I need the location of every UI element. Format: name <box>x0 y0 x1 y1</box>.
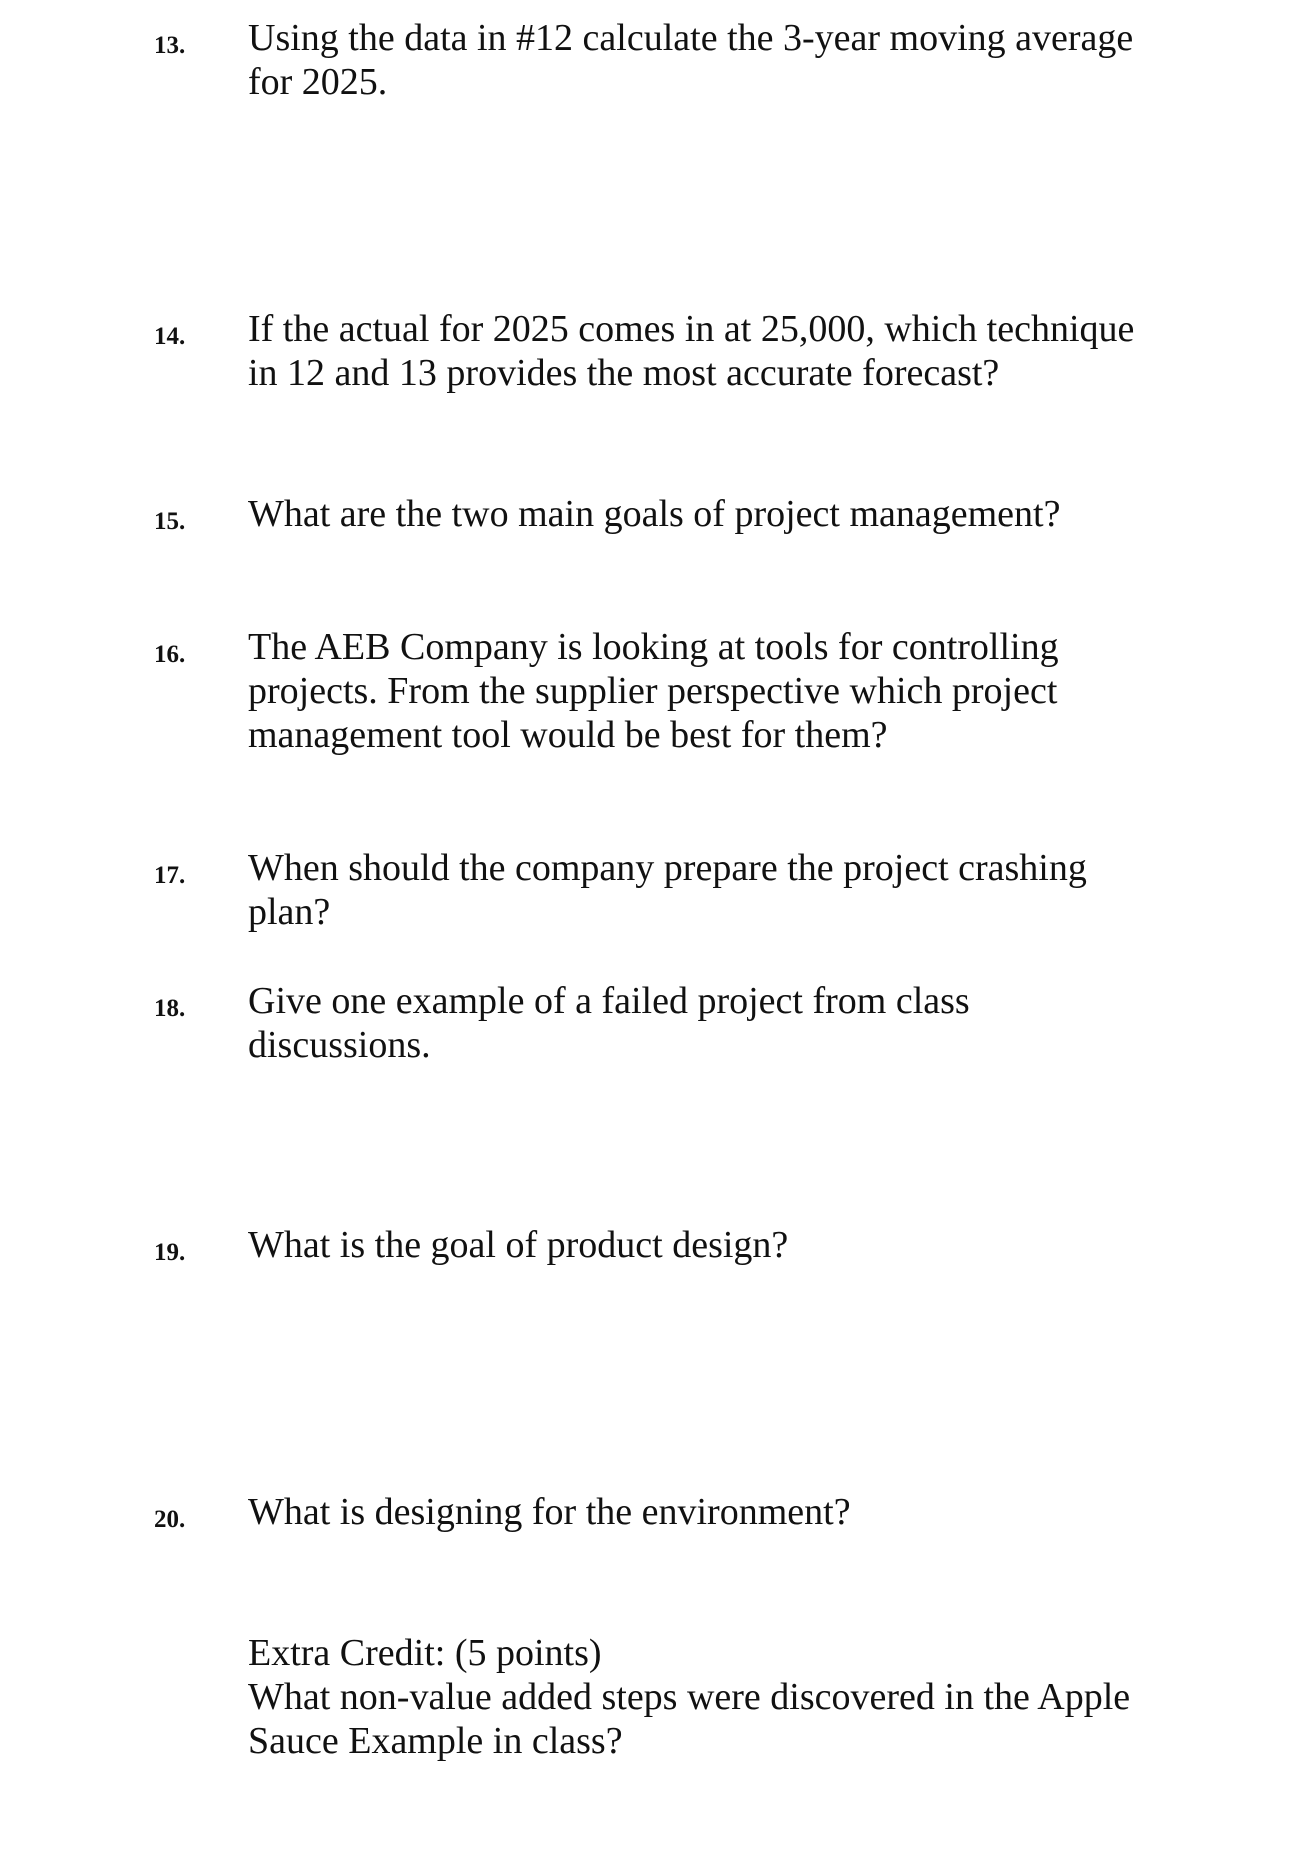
question-text-line: in 12 and 13 provides the most accurate forecast? <box>248 352 1000 394</box>
question-text-line: The AEB Company is looking at tools for controlling <box>248 626 1059 668</box>
question-text-line: plan? <box>248 891 331 933</box>
question-text-line: When should the company prepare the project crashing <box>248 847 1087 889</box>
question-number: 18. <box>154 995 186 1022</box>
question-text-line: Using the data in #12 calculate the 3-year moving average <box>248 17 1134 59</box>
question-number: 17. <box>154 862 186 889</box>
question-20 <box>154 1490 1165 1534</box>
question-15 <box>154 492 1165 536</box>
question-text-line: projects. From the supplier perspective which project <box>248 670 1058 712</box>
question-13 <box>154 16 1165 104</box>
question-14 <box>154 307 1165 395</box>
extra-credit-text-line: Sauce Example in class? <box>248 1720 623 1762</box>
question-number: 15. <box>154 508 186 535</box>
question-text-line: discussions. <box>248 1024 431 1066</box>
question-text-line: management tool would be best for them? <box>248 714 888 756</box>
question-text-line: Give one example of a failed project from class <box>248 980 970 1022</box>
question-number: 14. <box>154 323 186 350</box>
question-number: 13. <box>154 32 186 59</box>
extra-credit-heading: Extra Credit: (5 points) <box>248 1632 602 1674</box>
question-17 <box>154 846 1165 934</box>
question-number: 16. <box>154 641 186 668</box>
question-18 <box>154 979 1165 1067</box>
question-text-line: If the actual for 2025 comes in at 25,000, which technique <box>248 308 1135 350</box>
question-text-line: for 2025. <box>248 61 388 103</box>
question-text-line: What is the goal of product design? <box>248 1224 789 1266</box>
question-text-line: What is designing for the environment? <box>248 1491 851 1533</box>
question-number: 19. <box>154 1239 186 1266</box>
question-text-line: What are the two main goals of project management? <box>248 493 1061 535</box>
question-19 <box>154 1223 1165 1267</box>
extra-credit-text-line: What non-value added steps were discovered in the Apple <box>248 1676 1131 1718</box>
question-number: 20. <box>154 1506 186 1533</box>
question-16 <box>154 625 1165 757</box>
extra-credit <box>248 1631 1168 1763</box>
